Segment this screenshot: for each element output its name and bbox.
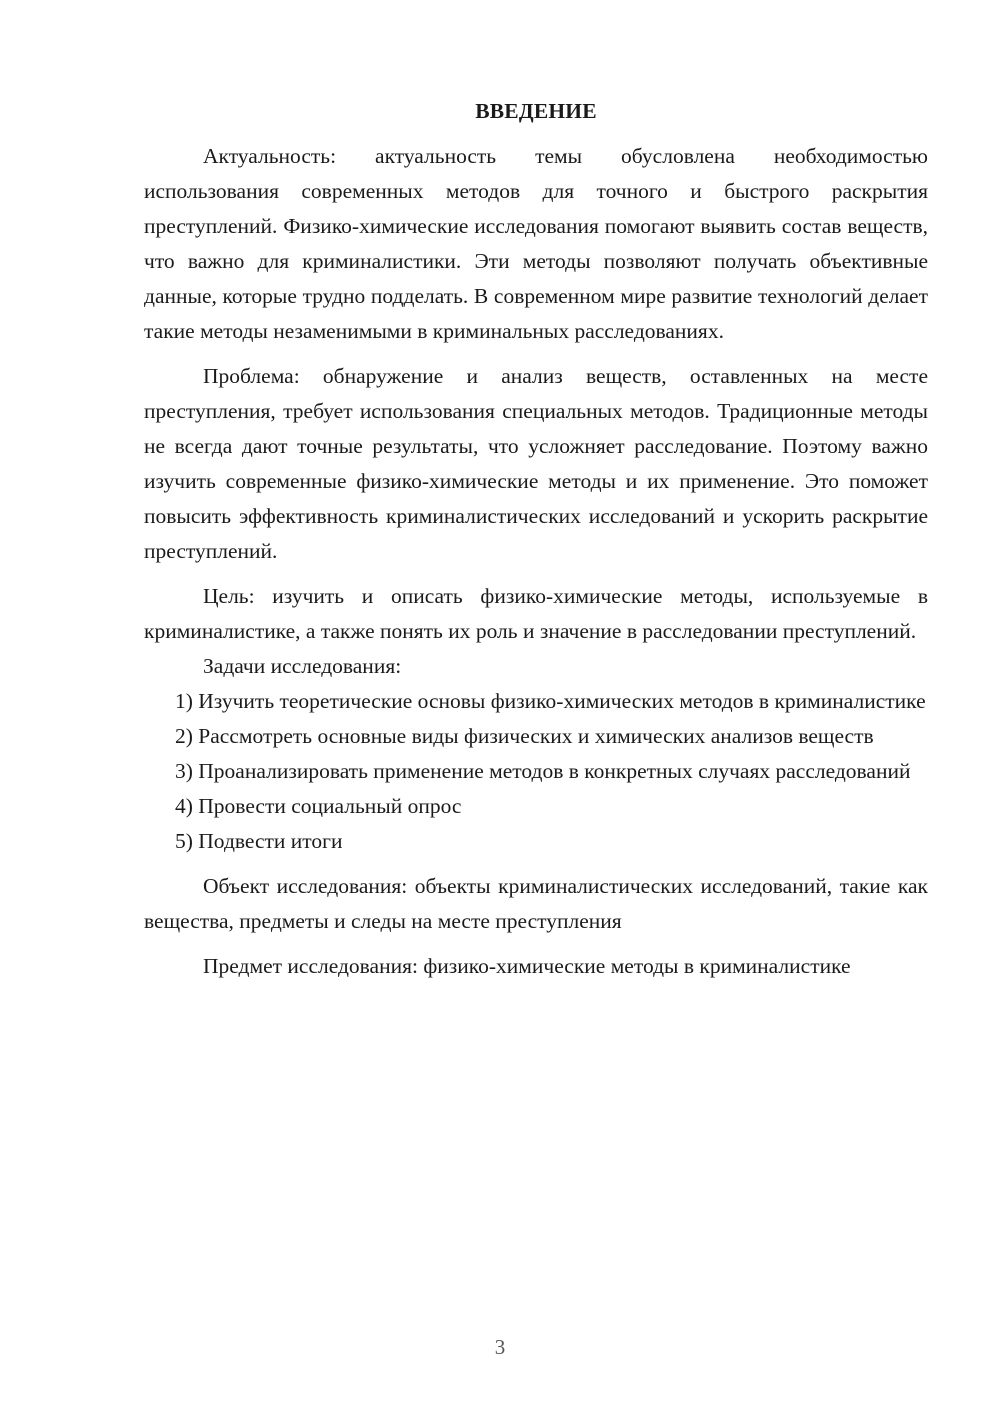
task-item-2: 2) Рассмотреть основные виды физических и химических анализов веществ (175, 724, 874, 748)
page-title: ВВЕДЕНИЕ (475, 99, 597, 123)
subject-paragraph: Предмет исследования: физико-химические методы в криминалистике (203, 954, 851, 978)
task-item-4: 4) Провести социальный опрос (175, 794, 462, 818)
relevance-paragraph: Актуальность: актуальность темы обусловлена необходимостью использования современных методов для точного и быстрого раскрытия преступлений. Физико-химические исследования помогают выявить состав веществ, что важно для криминалистики. Эти методы позволяют получать объективные данные, которые трудно подделать. В современном мире развитие технологий делает такие методы незаменимыми в криминальных расследованиях. (144, 144, 928, 343)
task-item-5: 5) Подвести итоги (175, 829, 343, 853)
task-item-3: 3) Проанализировать применение методов в конкретных случаях расследований (175, 759, 911, 783)
document-page (144, 94, 928, 984)
tasks-heading: Задачи исследования: (203, 654, 402, 678)
task-item-1: 1) Изучить теоретические основы физико-химических методов в криминалистике (175, 689, 926, 713)
page-number: 3 (494, 1335, 506, 1359)
problem-paragraph: Проблема: обнаружение и анализ веществ, оставленных на месте преступления, требует использования специальных методов. Традиционные методы не всегда дают точные результаты, что усложняет расследование. Поэтому важно изучить современные физико-химические методы и их применение. Это поможет повысить эффективность криминалистических исследований и ускорить раскрытие преступлений. (144, 364, 928, 563)
object-paragraph: Объект исследования: объекты криминалистических исследований, такие как вещества, предметы и следы на месте преступления (144, 874, 928, 933)
goal-paragraph: Цель: изучить и описать физико-химические методы, используемые в криминалистике, а также понять их роль и значение в расследовании преступлений. (144, 584, 928, 643)
